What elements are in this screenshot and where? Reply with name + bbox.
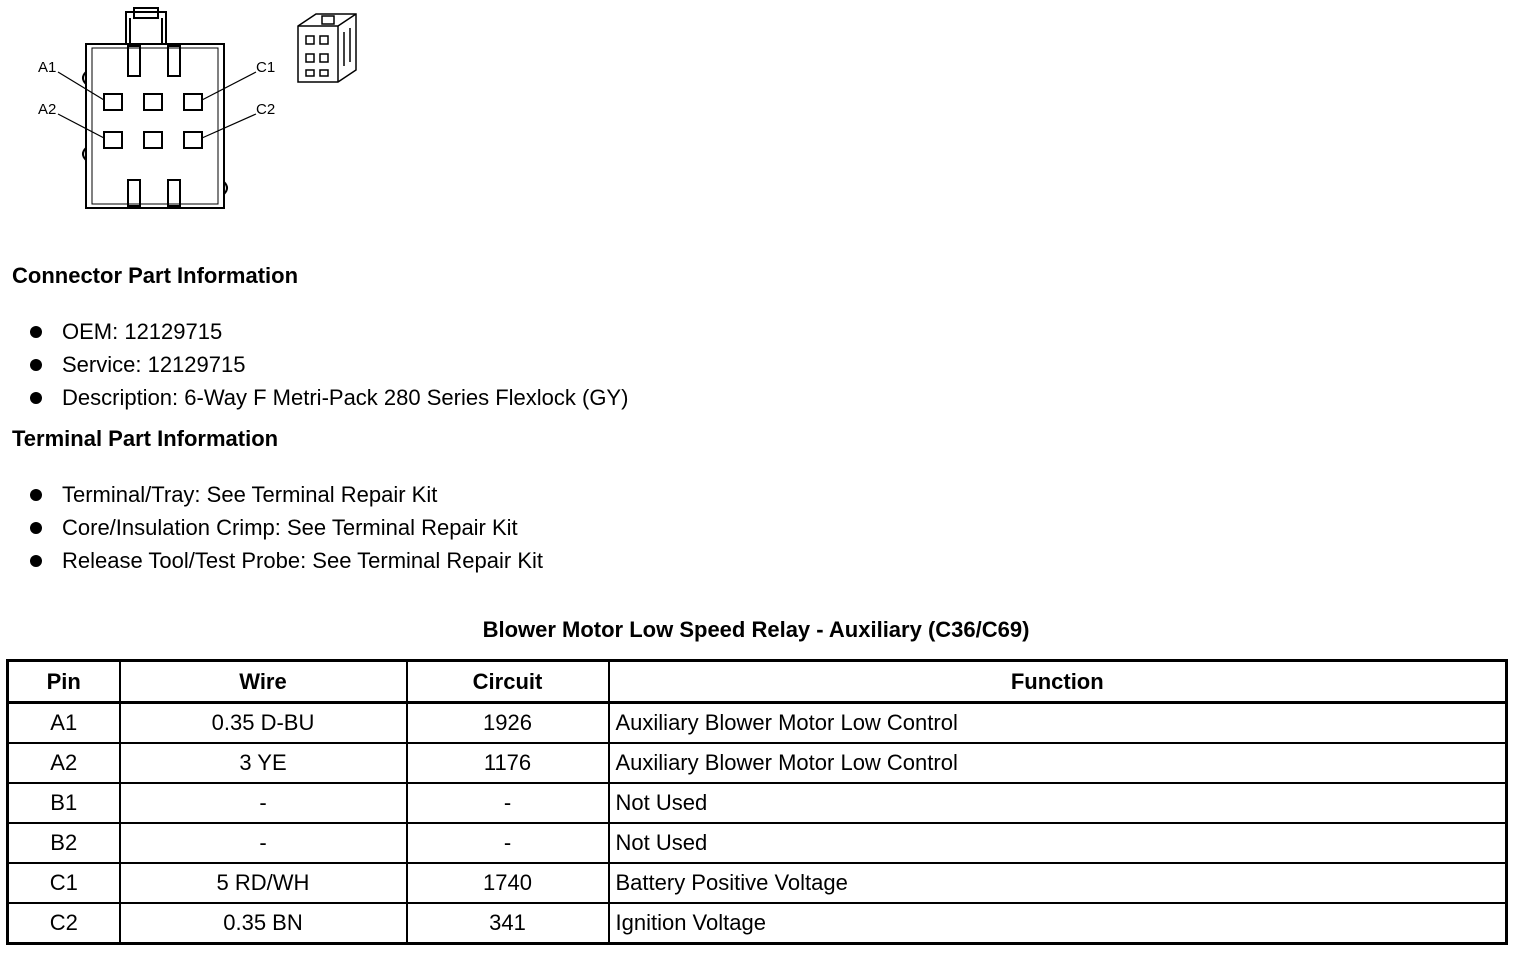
cell-circuit: - <box>407 823 609 863</box>
cavity-c1 <box>184 94 202 110</box>
terminal-part-list <box>30 478 543 577</box>
cavity-c2 <box>184 132 202 148</box>
cell-pin: A2 <box>8 743 120 783</box>
cell-pin: B1 <box>8 783 120 823</box>
list-item <box>30 511 543 544</box>
callout-a1: A1 <box>38 59 57 76</box>
list-item <box>30 315 628 348</box>
cell-wire: 3 YE <box>120 743 407 783</box>
cell-pin: C1 <box>8 863 120 903</box>
cell-circuit: 1740 <box>407 863 609 903</box>
cell-pin: A1 <box>8 703 120 744</box>
table-row <box>8 703 1507 744</box>
list-item <box>30 381 628 414</box>
connector-cavities <box>104 94 202 148</box>
cell-circuit: 1176 <box>407 743 609 783</box>
cell-function: Auxiliary Blower Motor Low Control <box>609 743 1507 783</box>
cell-function: Ignition Voltage <box>609 903 1507 944</box>
table-row <box>8 863 1507 903</box>
cell-function: Not Used <box>609 823 1507 863</box>
bullet-icon <box>30 522 42 534</box>
table-header-row <box>8 661 1507 703</box>
cell-wire: 0.35 D-BU <box>120 703 407 744</box>
connector-iso-view <box>298 14 356 82</box>
terminal-crimp: Core/Insulation Crimp: See Terminal Repair Kit <box>62 515 518 540</box>
terminal-tray: Terminal/Tray: See Terminal Repair Kit <box>62 482 438 507</box>
cell-wire: - <box>120 823 407 863</box>
cavity-b2 <box>144 132 162 148</box>
bullet-icon <box>30 359 42 371</box>
callout-c2: C2 <box>256 101 276 118</box>
bullet-icon <box>30 489 42 501</box>
callout-a2: A2 <box>38 101 57 118</box>
header-wire: Wire <box>120 661 407 703</box>
cell-function: Auxiliary Blower Motor Low Control <box>609 703 1507 744</box>
table-row <box>8 783 1507 823</box>
table-row <box>8 903 1507 944</box>
cell-wire: - <box>120 783 407 823</box>
connector-service: Service: 12129715 <box>62 352 246 377</box>
callout-c1: C1 <box>256 59 276 76</box>
bullet-icon <box>30 555 42 567</box>
list-item <box>30 544 543 577</box>
terminal-release-tool: Release Tool/Test Probe: See Terminal Repair Kit <box>62 548 543 573</box>
bullet-icon <box>30 326 42 338</box>
table-title: Blower Motor Low Speed Relay - Auxiliary (C36/C69) <box>482 617 1030 642</box>
cell-circuit: - <box>407 783 609 823</box>
header-circuit: Circuit <box>407 661 609 703</box>
cavity-a1 <box>104 94 122 110</box>
terminal-part-heading: Terminal Part Information <box>12 426 279 451</box>
cavity-a2 <box>104 132 122 148</box>
table-row <box>8 823 1507 863</box>
cell-circuit: 1926 <box>407 703 609 744</box>
list-item <box>30 478 543 511</box>
connector-part-list <box>30 315 628 414</box>
header-pin: Pin <box>8 661 120 703</box>
bullet-icon <box>30 392 42 404</box>
connector-oem: OEM: 12129715 <box>62 319 223 344</box>
cell-wire: 0.35 BN <box>120 903 407 944</box>
cell-function: Battery Positive Voltage <box>609 863 1507 903</box>
table-row <box>8 743 1507 783</box>
connector-description: Description: 6-Way F Metri-Pack 280 Series Flexlock (GY) <box>62 385 629 410</box>
cavity-b1 <box>144 94 162 110</box>
connector-face-diagram <box>0 0 380 220</box>
pinout-table <box>6 659 1508 945</box>
cell-function: Not Used <box>609 783 1507 823</box>
connector-part-heading: Connector Part Information <box>12 263 299 288</box>
list-item <box>30 348 628 381</box>
header-function: Function <box>609 661 1507 703</box>
cell-wire: 5 RD/WH <box>120 863 407 903</box>
cell-pin: B2 <box>8 823 120 863</box>
cell-pin: C2 <box>8 903 120 944</box>
cell-circuit: 341 <box>407 903 609 944</box>
